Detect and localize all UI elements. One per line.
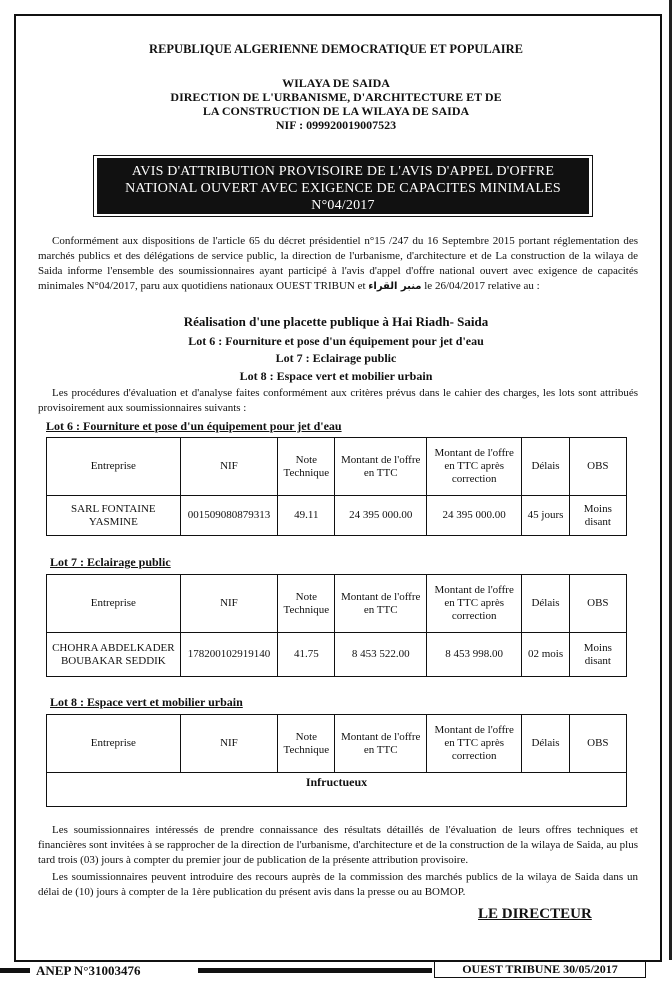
footer-rule [198,968,432,973]
col-montant: Montant de l'offre en TTC [335,575,426,633]
wilaya-line: WILAYA DE SAIDA [282,76,390,90]
cell-entreprise: CHOHRA ABDELKADER BOUBAKAR SEDDIK [47,633,181,677]
cell-note: 49.11 [278,496,335,536]
cell-nif: 001509080879313 [180,496,278,536]
lot8-label: Lot 8 : Espace vert et mobilier urbain [50,695,243,709]
cell-montant: 24 395 000.00 [335,496,426,536]
title-line-2: NATIONAL OUVERT AVEC EXIGENCE DE CAPACITES MINIMALES [125,181,561,196]
col-nif: NIF [180,715,278,773]
table-header-row [47,438,627,496]
col-montant-corr: Montant de l'offre en TTC après correction [426,715,521,773]
direction-line-2: LA CONSTRUCTION DE LA WILAYA DE SAIDA [202,104,470,118]
col-obs: OBS [569,438,626,496]
col-montant: Montant de l'offre en TTC [335,715,426,773]
administration-heading [0,76,672,132]
cell-nif: 178200102919140 [180,633,278,677]
title-line-1: AVIS D'ATTRIBUTION PROVISOIRE DE L'AVIS D'APPEL D'OFFRE [131,164,555,179]
title-line-3: N°04/2017 [311,198,375,213]
table-row [47,633,627,677]
intro-paragraph [38,234,638,294]
closing-paragraph-1: Les soumissionnaires intéressés de prendre connaissance des résultats détaillés de l'évaluation de leurs offres techniques et financières sont invitées à se rapprocher de la direction de l'urbanisme, d'architecture et de la construction de la wilaya de Saida, au plus tard trois (03) jours à compter du premier jour de publication de la présente attribution provisoire. [38,824,638,866]
col-nif: NIF [180,575,278,633]
procedure-paragraph: Les procédures d'évaluation et d'analyse faites conformément aux critères prévus dans le cahier des charges, les lots sont attribués provisoirement aux soumissionnaires suivants : [38,387,638,414]
direction-line-1: DIRECTION DE L'URBANISME, D'ARCHITECTURE ET DE [170,90,502,104]
lot6-caption: Lot 6 : Fourniture et pose d'un équipement pour jet d'eau [188,334,484,348]
col-delais: Délais [522,575,569,633]
cell-montant: 8 453 522.00 [335,633,426,677]
lot8-caption: Lot 8 : Espace vert et mobilier urbain [239,369,433,383]
table-header-row [47,715,627,773]
col-montant: Montant de l'offre en TTC [335,438,426,496]
nif-line: NIF : 099920019007523 [275,118,397,132]
director-signature: LE DIRECTEUR [478,906,592,922]
cell-delais: 02 mois [522,633,569,677]
cell-montant-corr: 8 453 998.00 [426,633,521,677]
cell-obs: Moins disant [569,496,626,536]
col-delais: Délais [522,438,569,496]
col-entreprise: Entreprise [47,438,181,496]
lot6-label: Lot 6 : Fourniture et pose d'un équipement pour jet d'eau [46,419,342,433]
col-note: Note Technique [278,715,335,773]
cell-montant-corr: 24 395 000.00 [426,496,521,536]
lot6-table [46,437,627,536]
arabic-newspaper-name: منبر القراء [368,281,422,292]
col-entreprise: Entreprise [47,715,181,773]
table-row [47,496,627,536]
cell-entreprise: SARL FONTAINE YASMINE [47,496,181,536]
cell-obs: Moins disant [569,633,626,677]
col-delais: Délais [522,715,569,773]
cell-note: 41.75 [278,633,335,677]
cell-delais: 45 jours [522,496,569,536]
col-montant-corr: Montant de l'offre en TTC après correction [426,575,521,633]
lot7-caption: Lot 7 : Eclairage public [275,351,397,365]
anep-reference: ANEP N°31003476 [36,963,141,978]
notice-title [97,158,589,214]
col-montant-corr: Montant de l'offre en TTC après correction [426,438,521,496]
footer-rule-left [0,968,30,973]
lot7-table [46,574,627,677]
project-title: Réalisation d'une placette publique à Hai Riadh- Saida [183,314,489,329]
republic-heading: REPUBLIQUE ALGERIENNE DEMOCRATIQUE ET POPULAIRE [149,42,523,56]
lot7-label: Lot 7 : Eclairage public [50,555,171,569]
col-obs: OBS [569,575,626,633]
lot8-table [46,714,627,807]
cell-result-infructueux: Infructueux [47,773,627,807]
col-obs: OBS [569,715,626,773]
col-nif: NIF [180,438,278,496]
newspaper-reference: OUEST TRIBUNE 30/05/2017 [434,960,646,978]
intro-date: le 26/04/2017 relative au : [424,280,540,292]
col-note: Note Technique [278,438,335,496]
col-note: Note Technique [278,575,335,633]
closing-paragraph-2: Les soumissionnaires peuvent introduire des recours auprès de la commission des marchés publics de la wilaya de Saida dans un délai de (10) jours à compter de la 1ère publication du présent avis dans la presse ou au BOMOP. [38,871,638,898]
table-row [47,773,627,807]
table-header-row [47,575,627,633]
col-entreprise: Entreprise [47,575,181,633]
intro-text: Conformément aux dispositions de l'article 65 du décret présidentiel n°15 /247 du 16 Septembre 2015 portant réglementation des marchés publics et des délégations de service public, la direction de l'urbanisme, d'architecture et de La construction de la wilaya de Saida informe l'ensemble des soumissionnaires ayant participé à l'avis d'appel d'offre national ouvert avec exigence de capacités minimales N°04/2017, paru aux quotidiens nationaux OUEST TRIBUN et [38,235,638,292]
